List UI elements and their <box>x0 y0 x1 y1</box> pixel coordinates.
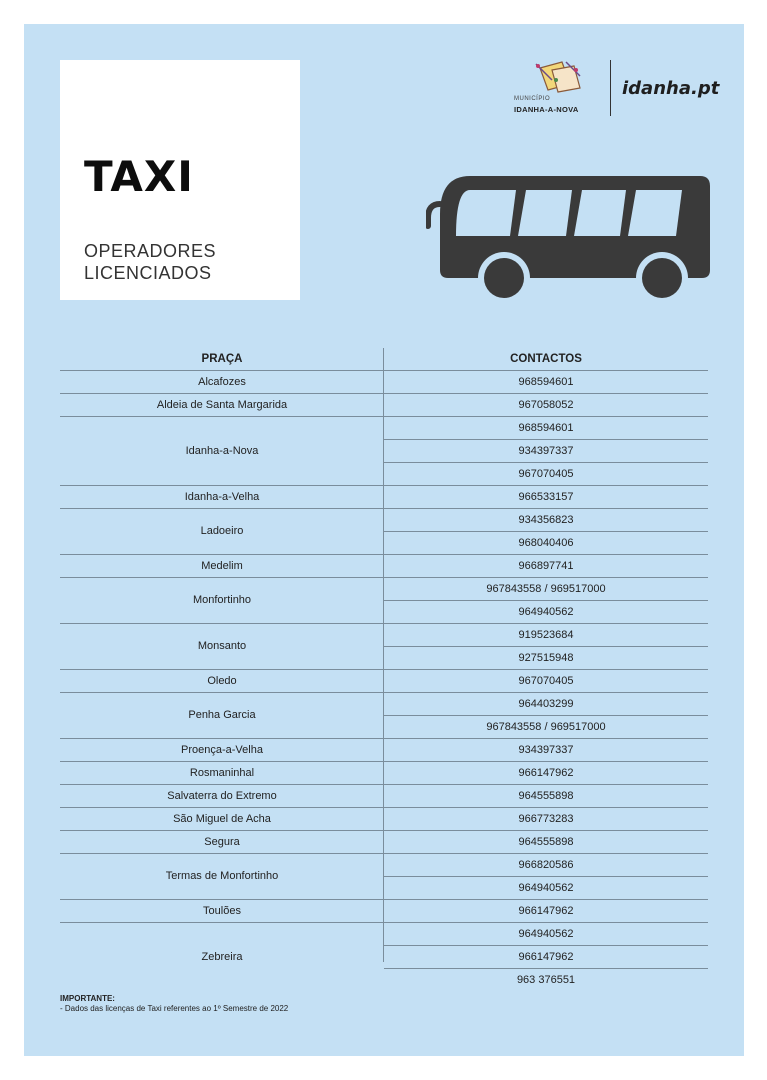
contact-cell[interactable]: 964940562 <box>384 601 708 624</box>
contact-cell[interactable]: 964555898 <box>384 785 708 808</box>
logo-divider <box>610 60 611 116</box>
table-body <box>60 371 708 992</box>
table-row <box>60 509 708 532</box>
contact-cell[interactable]: 967843558 / 969517000 <box>384 578 708 601</box>
table-row <box>60 854 708 877</box>
place-cell: Ladoeiro <box>60 509 384 555</box>
logo-municipio: MUNICÍPIO <box>514 96 551 102</box>
contact-cell[interactable]: 964403299 <box>384 693 708 716</box>
contact-cell[interactable]: 968594601 <box>384 417 708 440</box>
table-row <box>60 555 708 578</box>
poster <box>24 24 744 1056</box>
contact-cell[interactable]: 934356823 <box>384 509 708 532</box>
place-cell: São Miguel de Acha <box>60 808 384 831</box>
contact-cell[interactable]: 966147962 <box>384 900 708 923</box>
contact-cell[interactable]: 964555898 <box>384 831 708 854</box>
table-row <box>60 394 708 417</box>
page-title: TAXI <box>84 152 194 201</box>
table-row <box>60 417 708 440</box>
contact-cell[interactable]: 934397337 <box>384 739 708 762</box>
place-cell: Monsanto <box>60 624 384 670</box>
logo-site[interactable]: idanha.pt <box>622 78 720 99</box>
table-row <box>60 739 708 762</box>
contact-cell[interactable]: 966897741 <box>384 555 708 578</box>
table-row <box>60 831 708 854</box>
contact-cell[interactable]: 968594601 <box>384 371 708 394</box>
contact-cell[interactable]: 964940562 <box>384 877 708 900</box>
contact-cell[interactable]: 968040406 <box>384 532 708 555</box>
contact-cell[interactable]: 927515948 <box>384 647 708 670</box>
place-cell: Segura <box>60 831 384 854</box>
title-panel <box>60 60 300 300</box>
contact-cell[interactable]: 967070405 <box>384 463 708 486</box>
contact-cell[interactable]: 967058052 <box>384 394 708 417</box>
place-cell: Medelim <box>60 555 384 578</box>
place-cell: Zebreira <box>201 950 243 963</box>
contact-cell[interactable]: 919523684 <box>384 624 708 647</box>
contact-cell[interactable]: 967070405 <box>384 670 708 693</box>
table-header-row <box>60 348 708 371</box>
notes <box>60 994 288 1014</box>
table-row <box>60 785 708 808</box>
header-place: PRAÇA <box>60 348 384 371</box>
subtitle-line-2: LICENCIADOS <box>84 263 212 283</box>
place-cell: Idanha-a-Nova <box>60 417 384 486</box>
header-contacts: CONTACTOS <box>384 348 708 371</box>
column-divider <box>383 348 384 962</box>
bus-icon <box>426 174 712 302</box>
taxi-table <box>60 348 708 991</box>
taxi-operators-table <box>60 348 708 991</box>
place-cell: Toulões <box>60 900 384 923</box>
contact-cell[interactable]: 934397337 <box>384 440 708 463</box>
contact-cell[interactable]: 966147962 <box>384 946 708 969</box>
table-row <box>60 900 708 923</box>
table-row <box>60 578 708 601</box>
table-row <box>60 923 708 946</box>
place-cell: Rosmaninhal <box>60 762 384 785</box>
place-cell: Penha Garcia <box>60 693 384 739</box>
place-cell: Alcafozes <box>60 371 384 394</box>
contact-cell[interactable]: 966147962 <box>384 762 708 785</box>
contact-cell[interactable]: 966773283 <box>384 808 708 831</box>
table-row <box>60 371 708 394</box>
contact-cell[interactable]: 964940562 <box>384 923 708 946</box>
place-cell: Monfortinho <box>60 578 384 624</box>
contact-cell[interactable]: 966533157 <box>384 486 708 509</box>
page-subtitle <box>84 240 284 284</box>
place-cell: Idanha-a-Velha <box>60 486 384 509</box>
contact-cell[interactable]: 963 376551 <box>516 973 576 986</box>
place-cell: Oledo <box>60 670 384 693</box>
contact-cell[interactable]: 967843558 / 969517000 <box>384 716 708 739</box>
notes-line: - Dados das licenças de Taxi referentes ao 1º Semestre de 2022 <box>60 1004 289 1013</box>
table-row <box>60 670 708 693</box>
place-cell: Salvaterra do Extremo <box>60 785 384 808</box>
table-row <box>60 486 708 509</box>
table-row <box>60 762 708 785</box>
place-cell: Proença-a-Velha <box>60 739 384 762</box>
table-row <box>60 693 708 716</box>
contact-cell[interactable]: 966820586 <box>384 854 708 877</box>
place-cell: Termas de Monfortinho <box>60 854 384 900</box>
logo-name: IDANHA-A-NOVA <box>514 105 579 114</box>
notes-heading: IMPORTANTE: <box>60 994 115 1003</box>
table-row <box>60 624 708 647</box>
table-row <box>60 808 708 831</box>
subtitle-line-1: OPERADORES <box>84 241 217 261</box>
place-cell: Aldeia de Santa Margarida <box>60 394 384 417</box>
